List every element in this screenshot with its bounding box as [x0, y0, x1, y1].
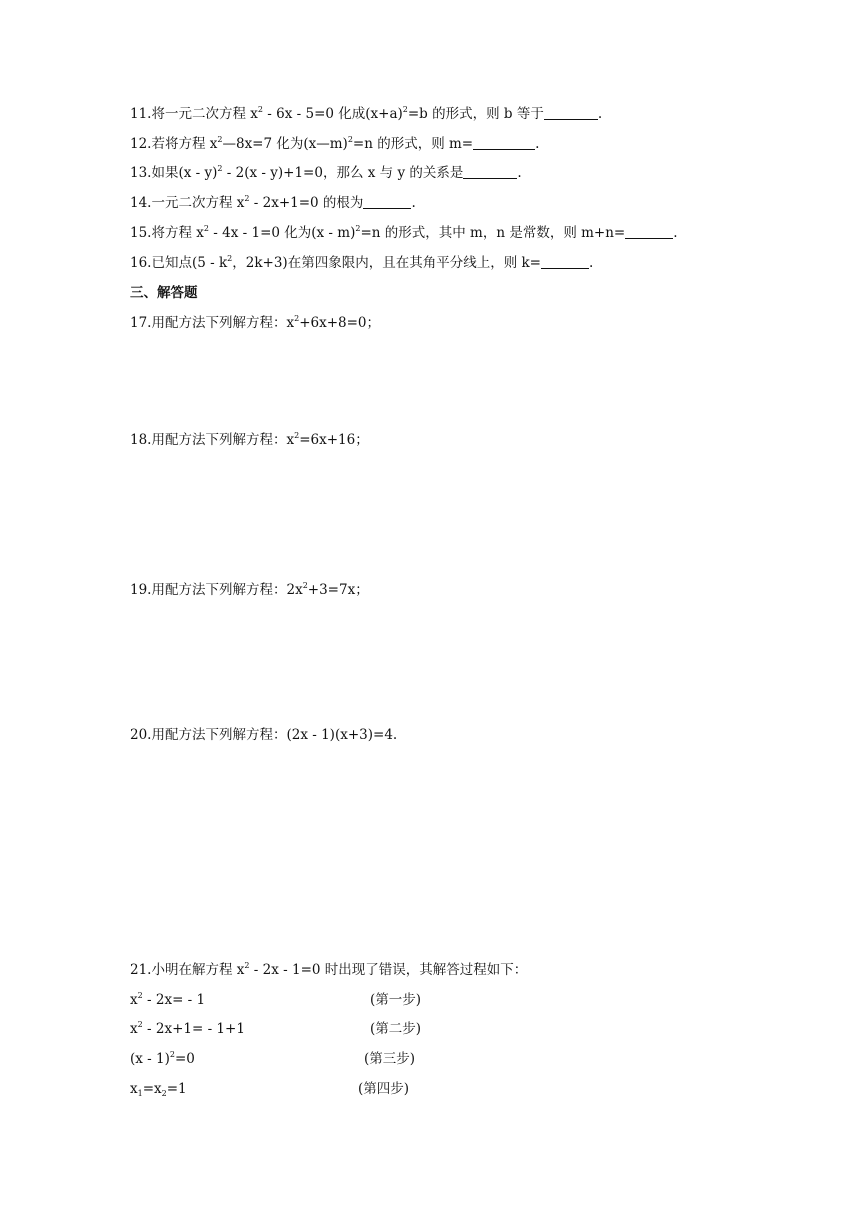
problem-text: ，2k+3)在第四象限内，且在其角平分线上，则 k=	[232, 255, 541, 271]
step-expression: x	[130, 1081, 138, 1097]
problem-text: —8x=7 化为(x—m)	[222, 136, 348, 152]
exponent: 2	[257, 105, 263, 114]
problem-text: =b 的形式，则 b 等于	[407, 106, 544, 122]
problem-text: 一元二次方程 x	[151, 195, 245, 211]
problem-number: 15.	[130, 225, 152, 241]
problem-15	[130, 223, 678, 243]
subscript: 1	[137, 1089, 143, 1098]
problem-text: 用配方法下列解方程：(2x - 1)(x+3)=4.	[151, 727, 398, 743]
exponent: 2	[294, 314, 300, 323]
step-label-2: (第二步)	[370, 1021, 422, 1037]
step-expression: x	[130, 1021, 138, 1037]
problem-text: 如果(x - y)	[151, 165, 218, 181]
problem-18	[130, 430, 369, 450]
answer-blank[interactable]	[463, 164, 517, 179]
problem-20	[130, 725, 397, 745]
problem-text: - 6x - 5=0 化成(x+a)	[262, 106, 403, 122]
exponent: 2	[169, 1050, 175, 1059]
problem-text: 小明在解方程 x	[151, 962, 245, 978]
step-expression: =0	[174, 1051, 195, 1067]
period: .	[535, 136, 540, 152]
problem-text: +6x+8=0；	[299, 315, 381, 331]
exponent: 2	[347, 135, 353, 144]
period: .	[597, 106, 603, 122]
exponent: 2	[217, 135, 223, 144]
problem-text: - 4x - 1=0 化为(x - m)	[208, 225, 356, 241]
period: .	[589, 255, 594, 271]
step-expression: x	[130, 992, 138, 1008]
problem-12	[130, 134, 539, 154]
section-heading: 三、解答题	[130, 285, 198, 301]
solution-step-3	[130, 1049, 195, 1069]
problem-14	[130, 193, 416, 213]
answer-blank[interactable]	[541, 254, 589, 269]
step-expression: (x - 1)	[130, 1051, 170, 1067]
exponent: 2	[244, 961, 250, 970]
step-label-3: (第三步)	[364, 1051, 416, 1067]
exponent: 2	[402, 105, 408, 114]
problem-text: 用配方法下列解方程：2x	[151, 582, 303, 598]
answer-blank[interactable]	[625, 224, 673, 239]
step-expression: =1	[166, 1081, 187, 1097]
problem-16	[130, 253, 593, 273]
problem-text: - 2x - 1=0 时出现了错误，其解答过程如下：	[249, 962, 528, 978]
exponent: 2	[217, 164, 223, 173]
problem-17	[130, 313, 380, 333]
answer-blank[interactable]	[473, 135, 535, 150]
period: .	[411, 195, 416, 211]
problem-number: 21.	[130, 962, 152, 978]
subscript: 2	[161, 1089, 167, 1098]
problem-text: - 2(x - y)+1=0，那么 x 与 y 的关系是	[222, 165, 464, 181]
solution-step-1	[130, 990, 205, 1010]
problem-text: =6x+16；	[299, 432, 369, 448]
problem-text: 若将方程 x	[151, 136, 218, 152]
exponent: 2	[227, 254, 233, 263]
exponent: 2	[355, 224, 361, 233]
exponent: 2	[137, 1020, 143, 1029]
problem-11	[130, 104, 602, 124]
problem-13	[130, 163, 522, 183]
problem-number: 13.	[130, 165, 152, 181]
period: .	[673, 225, 678, 241]
problem-text: +3=7x；	[307, 582, 369, 598]
step-expression: - 2x+1= - 1+1	[142, 1021, 245, 1037]
problem-text: =n 的形式，其中 m，n 是常数，则 m+n=	[360, 225, 626, 241]
problem-number: 19.	[130, 582, 152, 598]
step-label-1: (第一步)	[370, 992, 422, 1008]
step-expression: =x	[142, 1081, 162, 1097]
exponent: 2	[203, 224, 209, 233]
problem-number: 18.	[130, 432, 152, 448]
problem-text: 用配方法下列解方程：x	[151, 432, 295, 448]
exponent: 2	[294, 431, 300, 440]
problem-text: =n 的形式，则 m=	[352, 136, 474, 152]
problem-19	[130, 580, 369, 600]
answer-blank[interactable]	[544, 105, 598, 120]
exponent: 2	[137, 991, 143, 1000]
exponent: 2	[244, 194, 250, 203]
solution-step-2	[130, 1019, 245, 1039]
problem-number: 12.	[130, 136, 152, 152]
solution-step-4	[130, 1079, 187, 1099]
problem-text: 用配方法下列解方程：x	[151, 315, 295, 331]
exponent: 2	[302, 581, 308, 590]
problem-text: - 2x+1=0 的根为	[249, 195, 364, 211]
step-expression: - 2x= - 1	[142, 992, 206, 1008]
problem-number: 11.	[130, 106, 152, 122]
problem-number: 16.	[130, 255, 152, 271]
problem-21	[130, 960, 527, 980]
problem-number: 14.	[130, 195, 152, 211]
problem-number: 17.	[130, 315, 152, 331]
answer-blank[interactable]	[363, 194, 411, 209]
problem-text: 将一元二次方程 x	[151, 106, 258, 122]
step-label-4: (第四步)	[358, 1081, 410, 1097]
problem-number: 20.	[130, 727, 152, 743]
problem-text: 将方程 x	[151, 225, 204, 241]
problem-text: 已知点(5 - k	[151, 255, 228, 271]
period: .	[517, 165, 522, 181]
